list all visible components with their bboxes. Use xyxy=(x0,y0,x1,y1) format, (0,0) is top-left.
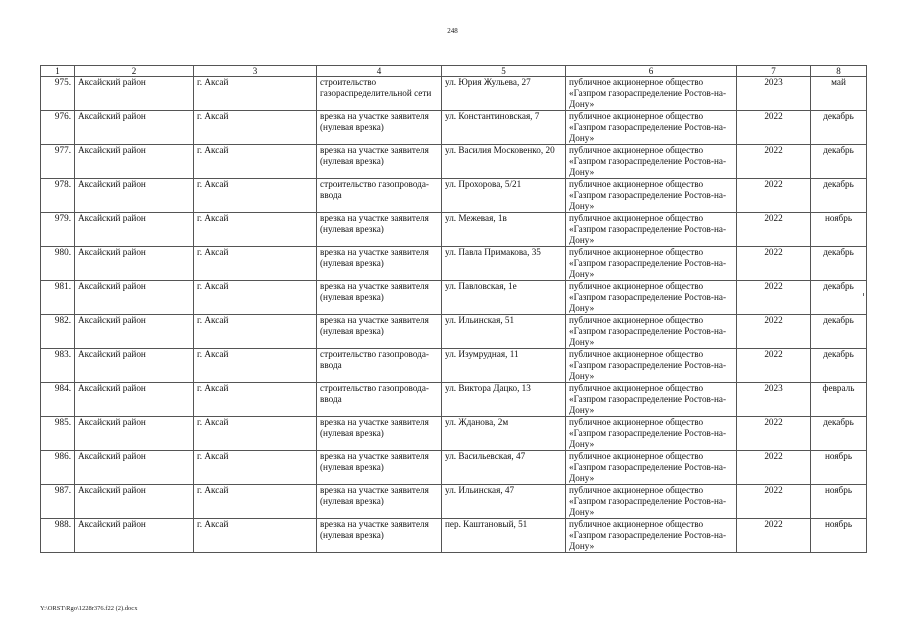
work-type-cell: врезка на участке заявителя (нулевая врезка) xyxy=(317,145,442,179)
column-header: 8 xyxy=(811,66,867,77)
row-number-cell: 978. xyxy=(41,179,75,213)
table-row xyxy=(41,247,867,281)
locality-cell: г. Аксай xyxy=(194,213,317,247)
locality-cell: г. Аксай xyxy=(194,111,317,145)
district-cell: Аксайский район xyxy=(75,145,194,179)
organization-cell: публичное акционерное общество «Газпром газораспределение Ростов-на-Дону» xyxy=(566,145,737,179)
page-number: 248 xyxy=(447,27,458,35)
year-cell: 2022 xyxy=(737,349,811,383)
month-cell: декабрь xyxy=(811,417,867,451)
year-cell: 2022 xyxy=(737,519,811,553)
year-cell: 2022 xyxy=(737,451,811,485)
organization-cell: публичное акционерное общество «Газпром газораспределение Ростов-на-Дону» xyxy=(566,485,737,519)
month-cell: декабрь xyxy=(811,145,867,179)
address-cell: ул. Павловская, 1е xyxy=(442,281,566,315)
address-cell: ул. Межевая, 1в xyxy=(442,213,566,247)
year-cell: 2022 xyxy=(737,281,811,315)
organization-cell: публичное акционерное общество «Газпром газораспределение Ростов-на-Дону» xyxy=(566,77,737,111)
row-number-cell: 983. xyxy=(41,349,75,383)
organization-cell: публичное акционерное общество «Газпром газораспределение Ростов-на-Дону» xyxy=(566,383,737,417)
year-cell: 2022 xyxy=(737,417,811,451)
table-row xyxy=(41,111,867,145)
table-row xyxy=(41,451,867,485)
year-cell: 2022 xyxy=(737,213,811,247)
year-cell: 2022 xyxy=(737,485,811,519)
margin-mark xyxy=(863,293,864,296)
year-cell: 2022 xyxy=(737,145,811,179)
month-cell: декабрь xyxy=(811,247,867,281)
row-number-cell: 986. xyxy=(41,451,75,485)
table-row xyxy=(41,417,867,451)
organization-cell: публичное акционерное общество «Газпром газораспределение Ростов-на-Дону» xyxy=(566,519,737,553)
work-type-cell: строительство газопровода-ввода xyxy=(317,349,442,383)
month-cell: декабрь xyxy=(811,281,867,315)
month-cell: ноябрь xyxy=(811,213,867,247)
month-cell: ноябрь xyxy=(811,519,867,553)
month-cell: февраль xyxy=(811,383,867,417)
footer-file-path: Y:\ORST\Rgo\1228r376.f22 (2).docx xyxy=(40,605,138,612)
work-type-cell: врезка на участке заявителя (нулевая врезка) xyxy=(317,485,442,519)
row-number-cell: 975. xyxy=(41,77,75,111)
locality-cell: г. Аксай xyxy=(194,315,317,349)
locality-cell: г. Аксай xyxy=(194,179,317,213)
district-cell: Аксайский район xyxy=(75,485,194,519)
row-number-cell: 976. xyxy=(41,111,75,145)
work-type-cell: врезка на участке заявителя (нулевая врезка) xyxy=(317,213,442,247)
column-number-header-row xyxy=(41,66,867,77)
district-cell: Аксайский район xyxy=(75,281,194,315)
organization-cell: публичное акционерное общество «Газпром газораспределение Ростов-на-Дону» xyxy=(566,179,737,213)
row-number-cell: 981. xyxy=(41,281,75,315)
locality-cell: г. Аксай xyxy=(194,349,317,383)
work-type-cell: строительство газопровода-ввода xyxy=(317,383,442,417)
work-type-cell: врезка на участке заявителя (нулевая врезка) xyxy=(317,519,442,553)
locality-cell: г. Аксай xyxy=(194,281,317,315)
year-cell: 2023 xyxy=(737,383,811,417)
year-cell: 2022 xyxy=(737,179,811,213)
district-cell: Аксайский район xyxy=(75,213,194,247)
district-cell: Аксайский район xyxy=(75,417,194,451)
locality-cell: г. Аксай xyxy=(194,145,317,179)
address-cell: ул. Прохорова, 5/21 xyxy=(442,179,566,213)
table-body xyxy=(41,77,867,553)
organization-cell: публичное акционерное общество «Газпром газораспределение Ростов-на-Дону» xyxy=(566,315,737,349)
district-cell: Аксайский район xyxy=(75,77,194,111)
district-cell: Аксайский район xyxy=(75,349,194,383)
address-cell: ул. Изумрудная, 11 xyxy=(442,349,566,383)
address-cell: ул. Павла Примакова, 35 xyxy=(442,247,566,281)
address-cell: ул. Василия Московенко, 20 xyxy=(442,145,566,179)
month-cell: май xyxy=(811,77,867,111)
row-number-cell: 984. xyxy=(41,383,75,417)
district-cell: Аксайский район xyxy=(75,519,194,553)
row-number-cell: 985. xyxy=(41,417,75,451)
table-row xyxy=(41,383,867,417)
organization-cell: публичное акционерное общество «Газпром газораспределение Ростов-на-Дону» xyxy=(566,111,737,145)
row-number-cell: 982. xyxy=(41,315,75,349)
table-row xyxy=(41,485,867,519)
organization-cell: публичное акционерное общество «Газпром газораспределение Ростов-на-Дону» xyxy=(566,349,737,383)
month-cell: декабрь xyxy=(811,179,867,213)
column-header: 4 xyxy=(317,66,442,77)
table-row xyxy=(41,77,867,111)
column-header: 2 xyxy=(75,66,194,77)
address-cell: ул. Васильевская, 47 xyxy=(442,451,566,485)
row-number-cell: 987. xyxy=(41,485,75,519)
month-cell: декабрь xyxy=(811,111,867,145)
address-cell: пер. Каштановый, 51 xyxy=(442,519,566,553)
row-number-cell: 979. xyxy=(41,213,75,247)
district-cell: Аксайский район xyxy=(75,315,194,349)
row-number-cell: 977. xyxy=(41,145,75,179)
address-cell: ул. Жданова, 2м xyxy=(442,417,566,451)
organization-cell: публичное акционерное общество «Газпром газораспределение Ростов-на-Дону» xyxy=(566,451,737,485)
year-cell: 2022 xyxy=(737,111,811,145)
year-cell: 2022 xyxy=(737,247,811,281)
table-row xyxy=(41,281,867,315)
address-cell: ул. Виктора Дацко, 13 xyxy=(442,383,566,417)
address-cell: ул. Ильинская, 47 xyxy=(442,485,566,519)
work-type-cell: врезка на участке заявителя (нулевая врезка) xyxy=(317,281,442,315)
column-header: 5 xyxy=(442,66,566,77)
work-type-cell: врезка на участке заявителя (нулевая врезка) xyxy=(317,111,442,145)
organization-cell: публичное акционерное общество «Газпром газораспределение Ростов-на-Дону» xyxy=(566,247,737,281)
district-cell: Аксайский район xyxy=(75,383,194,417)
work-type-cell: врезка на участке заявителя (нулевая врезка) xyxy=(317,247,442,281)
district-cell: Аксайский район xyxy=(75,179,194,213)
table-row xyxy=(41,519,867,553)
month-cell: декабрь xyxy=(811,315,867,349)
column-header: 1 xyxy=(41,66,75,77)
month-cell: ноябрь xyxy=(811,451,867,485)
work-type-cell: врезка на участке заявителя (нулевая врезка) xyxy=(317,451,442,485)
row-number-cell: 988. xyxy=(41,519,75,553)
work-type-cell: строительство газопровода-ввода xyxy=(317,179,442,213)
column-header: 6 xyxy=(566,66,737,77)
work-type-cell: врезка на участке заявителя (нулевая врезка) xyxy=(317,417,442,451)
district-cell: Аксайский район xyxy=(75,111,194,145)
address-cell: ул. Юрия Жульева, 27 xyxy=(442,77,566,111)
locality-cell: г. Аксай xyxy=(194,417,317,451)
year-cell: 2023 xyxy=(737,77,811,111)
district-cell: Аксайский район xyxy=(75,247,194,281)
locality-cell: г. Аксай xyxy=(194,519,317,553)
work-type-cell: врезка на участке заявителя (нулевая врезка) xyxy=(317,315,442,349)
organization-cell: публичное акционерное общество «Газпром газораспределение Ростов-на-Дону» xyxy=(566,213,737,247)
year-cell: 2022 xyxy=(737,315,811,349)
month-cell: декабрь xyxy=(811,349,867,383)
locality-cell: г. Аксай xyxy=(194,383,317,417)
locality-cell: г. Аксай xyxy=(194,247,317,281)
month-cell: ноябрь xyxy=(811,485,867,519)
address-cell: ул. Константиновская, 7 xyxy=(442,111,566,145)
column-header: 7 xyxy=(737,66,811,77)
table-row xyxy=(41,145,867,179)
table-row xyxy=(41,213,867,247)
gasification-schedule-table xyxy=(40,65,867,553)
work-type-cell: строительство газораспределительной сети xyxy=(317,77,442,111)
organization-cell: публичное акционерное общество «Газпром газораспределение Ростов-на-Дону» xyxy=(566,281,737,315)
organization-cell: публичное акционерное общество «Газпром газораспределение Ростов-на-Дону» xyxy=(566,417,737,451)
table-row xyxy=(41,315,867,349)
locality-cell: г. Аксай xyxy=(194,77,317,111)
table-row xyxy=(41,349,867,383)
row-number-cell: 980. xyxy=(41,247,75,281)
table-row xyxy=(41,179,867,213)
column-header: 3 xyxy=(194,66,317,77)
address-cell: ул. Ильинская, 51 xyxy=(442,315,566,349)
locality-cell: г. Аксай xyxy=(194,451,317,485)
locality-cell: г. Аксай xyxy=(194,485,317,519)
district-cell: Аксайский район xyxy=(75,451,194,485)
